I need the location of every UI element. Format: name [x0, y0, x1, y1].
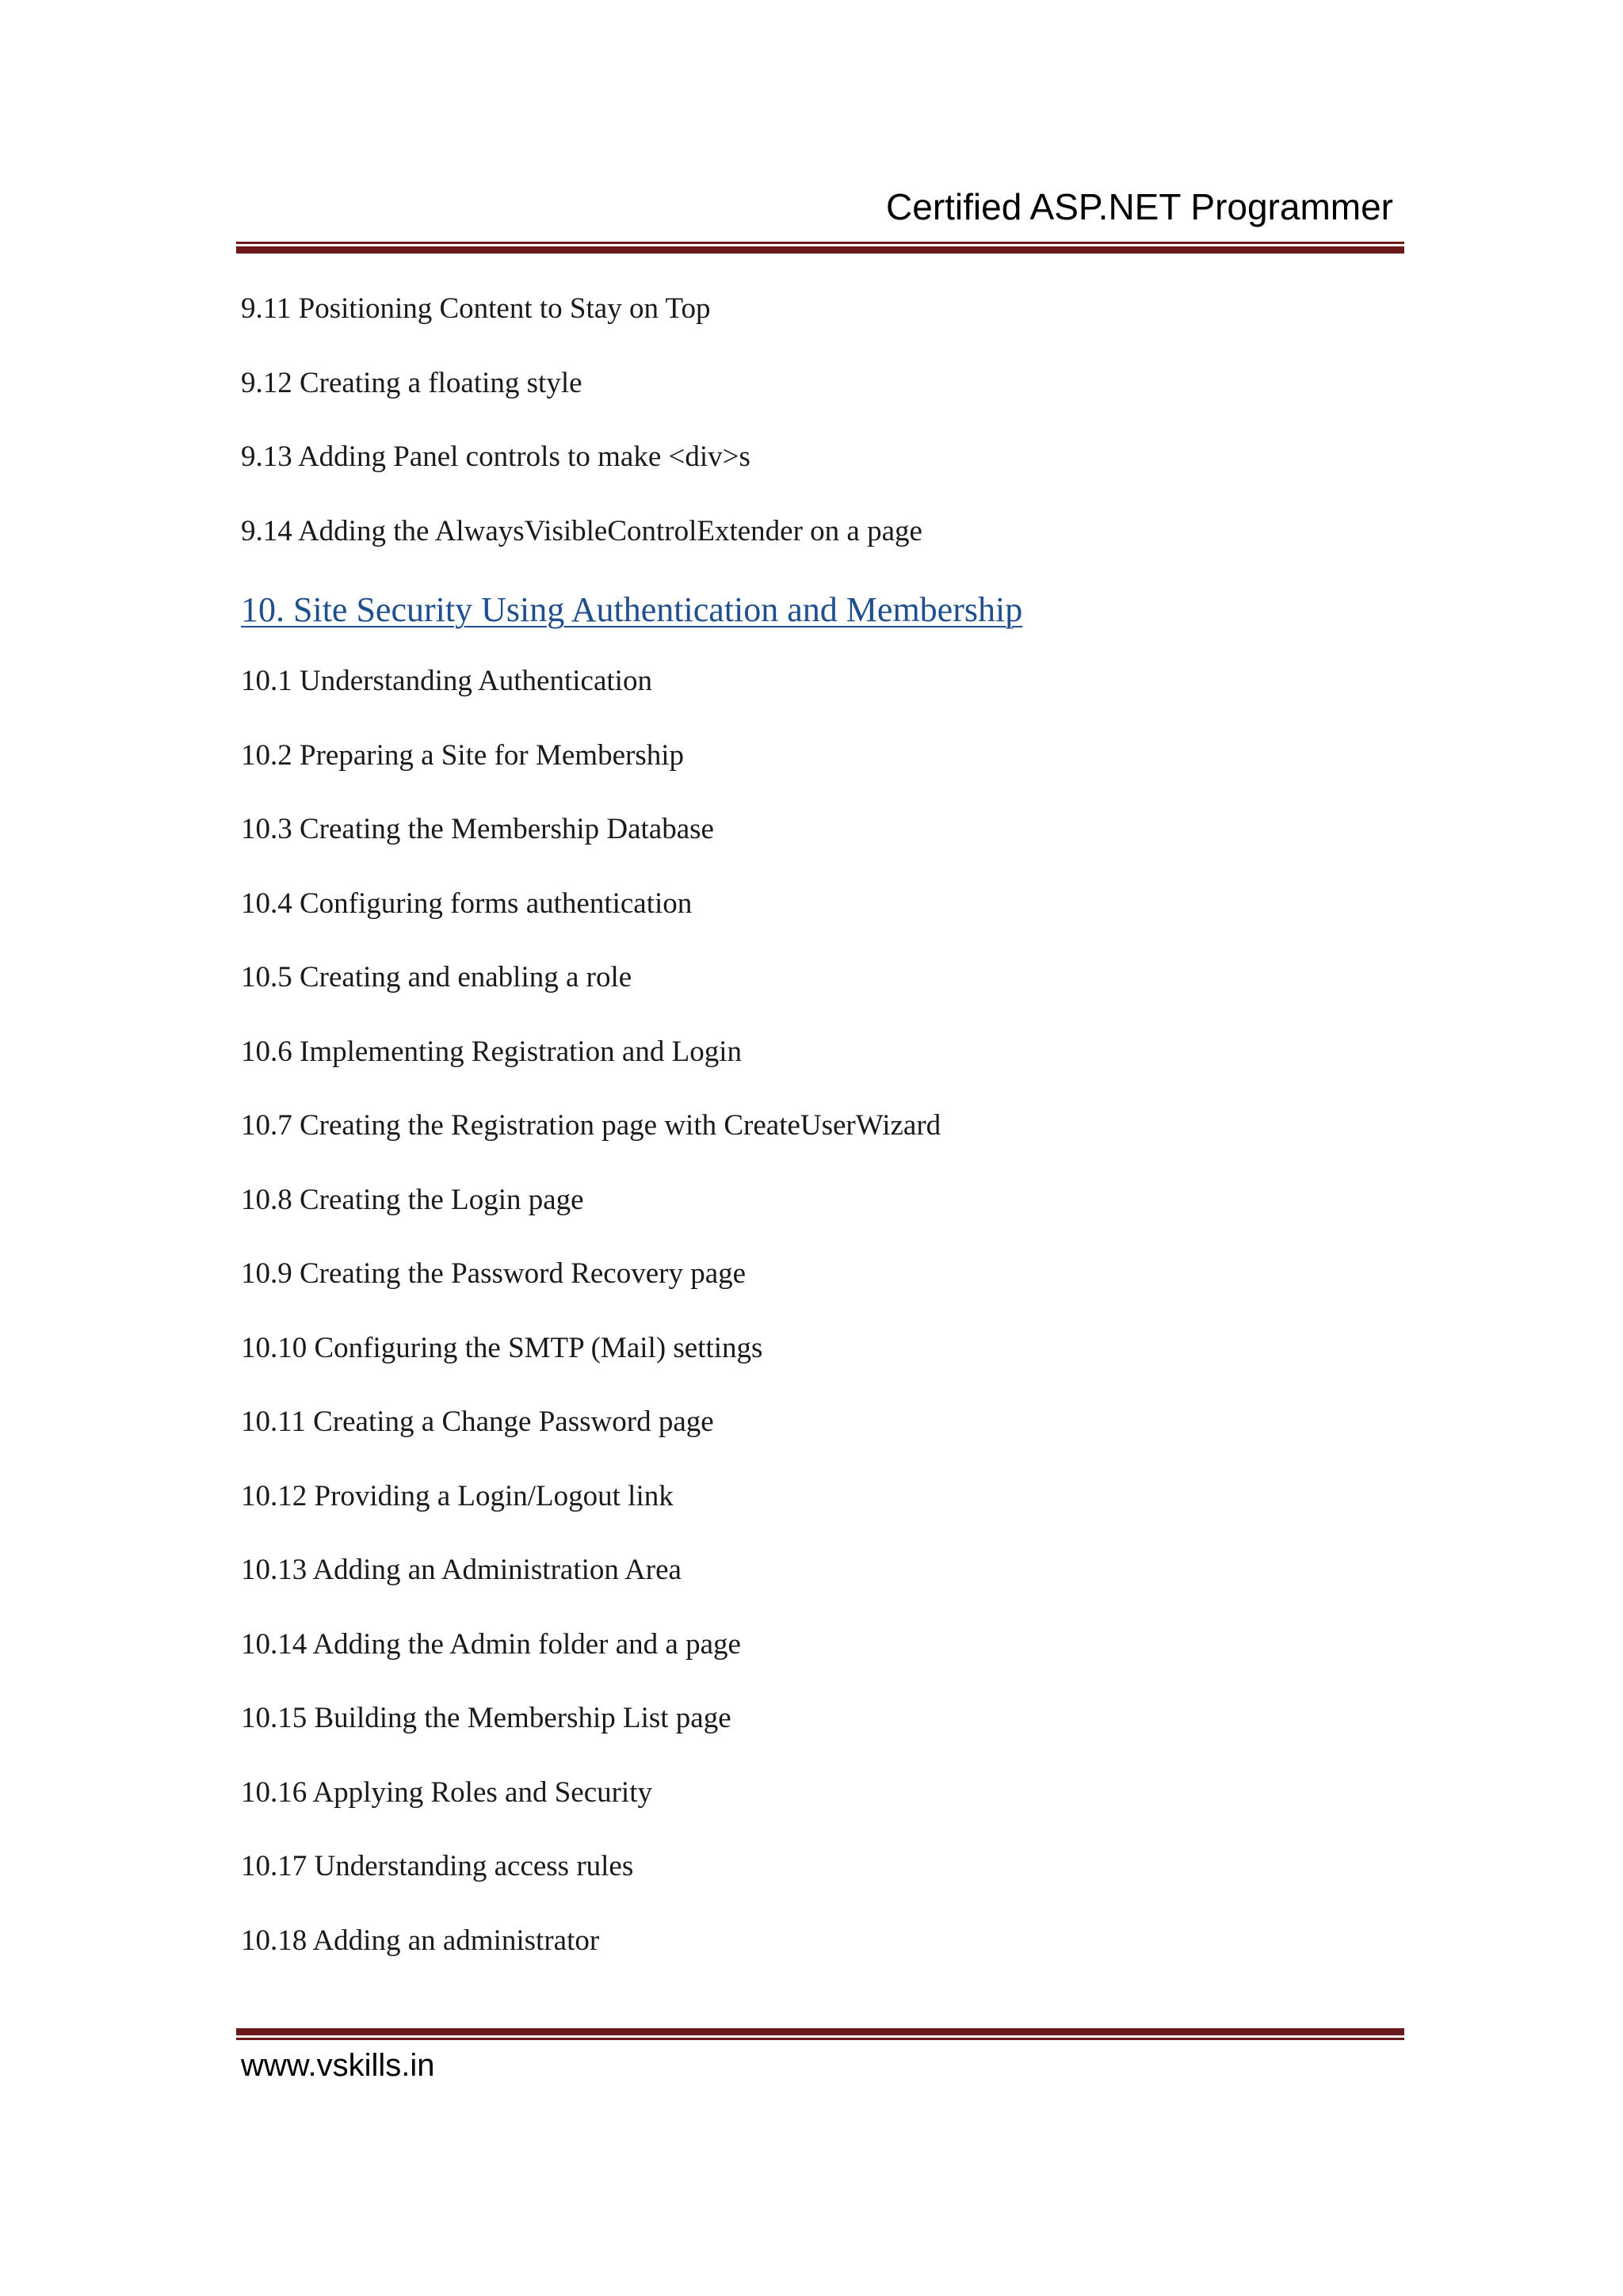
- toc-entry-9-11: 9.11 Positioning Content to Stay on Top: [241, 292, 711, 325]
- toc-entry-10-4: 10.4 Configuring forms authentication: [241, 887, 693, 920]
- toc-entry-10-9: 10.9 Creating the Password Recovery page: [241, 1257, 747, 1290]
- toc-entry-10-3: 10.3 Creating the Membership Database: [241, 813, 714, 845]
- toc-entry-9-13: 9.13 Adding Panel controls to make <div>s: [241, 441, 750, 473]
- toc-entry-10-13: 10.13 Adding an Administration Area: [241, 1554, 682, 1586]
- toc-entry-10-14: 10.14 Adding the Admin folder and a page: [241, 1627, 741, 1661]
- toc-entry-10-1: 10.1 Understanding Authentication: [241, 665, 652, 697]
- toc-entry-10-18: 10.18 Adding an administrator: [241, 1924, 600, 1957]
- toc-entry-10-5: 10.5 Creating and enabling a role: [241, 961, 632, 994]
- table-of-contents: [241, 289, 1390, 1995]
- toc-entry-10-6: 10.6 Implementing Registration and Login: [241, 1035, 742, 1068]
- toc-entry-9-12: 9.12 Creating a floating style: [241, 366, 582, 399]
- footer-rule: [236, 2028, 1404, 2040]
- toc-entry-10-17: 10.17 Understanding access rules: [241, 1850, 634, 1882]
- footer-url: www.vskills.in: [241, 2048, 435, 2083]
- toc-entry-9-14: 9.14 Adding the AlwaysVisibleControlExtender on a page: [241, 514, 922, 547]
- toc-entry-10-11: 10.11 Creating a Change Password page: [241, 1405, 714, 1438]
- toc-section-heading-10[interactable]: 10. Site Security Using Authentication and Membership: [241, 590, 1023, 629]
- toc-entry-10-7: 10.7 Creating the Registration page with CreateUserWizard: [241, 1109, 941, 1142]
- toc-entry-10-16: 10.16 Applying Roles and Security: [241, 1775, 652, 1809]
- page-header-title: Certified ASP.NET Programmer: [886, 186, 1393, 227]
- toc-entry-10-12: 10.12 Providing a Login/Logout link: [241, 1479, 674, 1512]
- header-rule: [236, 242, 1404, 254]
- toc-entry-10-15: 10.15 Building the Membership List page: [241, 1702, 731, 1734]
- toc-entry-10-10: 10.10 Configuring the SMTP (Mail) settings: [241, 1331, 763, 1364]
- toc-entry-10-2: 10.2 Preparing a Site for Membership: [241, 738, 684, 772]
- toc-entry-10-8: 10.8 Creating the Login page: [241, 1183, 584, 1216]
